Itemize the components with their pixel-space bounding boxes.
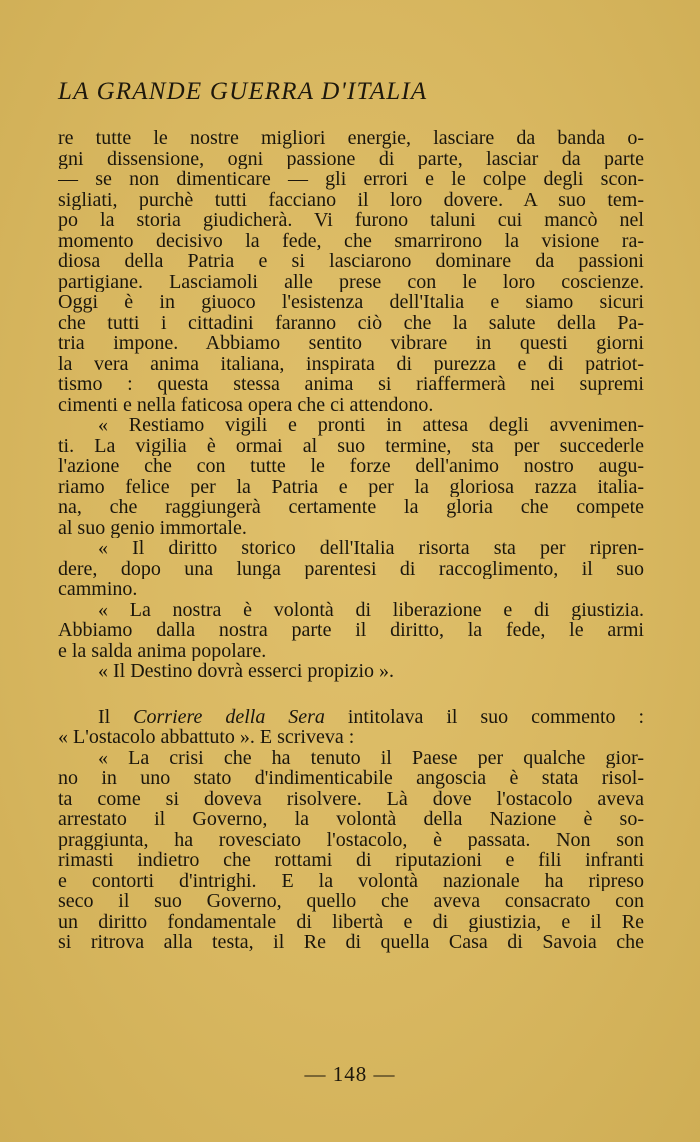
paragraph-break bbox=[58, 682, 644, 707]
text-line: la vera anima italiana, inspirata di purezza e di patriot- bbox=[58, 353, 644, 374]
text-line bbox=[58, 707, 644, 728]
text-line: « Il diritto storico dell'Italia risorta sta per ripren- bbox=[98, 538, 644, 559]
text-line: e la salda anima popolare. bbox=[58, 640, 267, 661]
running-head: LA GRANDE GUERRA D'ITALIA bbox=[58, 78, 428, 105]
text-line: « L'ostacolo abbattuto ». E scriveva : bbox=[58, 727, 355, 748]
text-line: « La nostra è volontà di liberazione e di giustizia. bbox=[98, 599, 644, 620]
text-line: ti. La vigilia è ormai al suo termine, sta per succederle bbox=[58, 435, 644, 456]
text-line: riamo felice per la Patria e per la gloriosa razza italia- bbox=[58, 476, 644, 497]
text-line: rimasti indietro che rottami di riputazioni e fili infranti bbox=[58, 850, 644, 871]
text-line: seco il suo Governo, quello che aveva consacrato con bbox=[58, 891, 644, 912]
text-line: un diritto fondamentale di libertà e di giustizia, e il Re bbox=[58, 911, 644, 932]
text-line: « La crisi che ha tenuto il Paese per qualche gior- bbox=[98, 747, 644, 768]
text-line: gni dissensione, ogni passione di parte, lasciar da parte bbox=[58, 148, 644, 169]
text-line: e contorti d'intrighi. E la volontà nazionale ha ripreso bbox=[58, 870, 644, 891]
text-line: re tutte le nostre migliori energie, lasciare da banda o- bbox=[58, 128, 644, 149]
page-number-text: — 148 — bbox=[304, 1062, 396, 1086]
text-line: « Il Destino dovrà esserci propizio ». bbox=[98, 661, 395, 682]
text-line: momento decisivo la fede, che smarrirono la visione ra- bbox=[58, 230, 644, 251]
text-line: cammino. bbox=[58, 579, 138, 600]
text-line: diosa della Patria e si lasciarono dominare da passioni bbox=[58, 251, 644, 272]
text-line: Abbiamo dalla nostra parte il diritto, la fede, le armi bbox=[58, 620, 644, 641]
text-line: — se non dimenticare — gli errori e le colpe degli scon- bbox=[58, 169, 644, 190]
body-text bbox=[58, 128, 644, 953]
newspaper-reference-line: Il Corriere della Sera intitolava il suo commento : bbox=[98, 706, 644, 727]
text-line: ta come si doveva risolvere. Là dove l'ostacolo aveva bbox=[58, 788, 644, 809]
text-line: tria impone. Abbiamo sentito vibrare in questi giorni bbox=[58, 333, 644, 354]
text-line: si ritrova alla testa, il Re di quella Casa di Savoia che bbox=[58, 932, 644, 953]
text-line: che tutti i cittadini faranno ciò che la salute della Pa- bbox=[58, 312, 644, 333]
text-line: cimenti e nella faticosa opera che ci attendono. bbox=[58, 394, 434, 415]
text-line: dere, dopo una lunga parentesi di raccoglimento, il suo bbox=[58, 558, 644, 579]
newspaper-title: Corriere della Sera bbox=[133, 706, 325, 727]
page-number bbox=[0, 1062, 700, 1087]
text-line: partigiane. Lasciamoli alle prese con le loro coscienze. bbox=[58, 271, 644, 292]
text-line: na, che raggiungerà certamente la gloria che compete bbox=[58, 497, 644, 518]
text-line: tismo : questa stessa anima si riaffermerà nei supremi bbox=[58, 374, 644, 395]
text-line: po la storia giudicherà. Vi furono taluni cui mancò nel bbox=[58, 210, 644, 231]
text-line: sigliati, purchè tutti facciano il loro dovere. A suo tem- bbox=[58, 189, 644, 210]
text-line: no in uno stato d'indimenticabile angoscia è stata risol- bbox=[58, 768, 644, 789]
text-line: arrestato il Governo, la volontà della Nazione è so- bbox=[58, 809, 644, 830]
text-line: al suo genio immortale. bbox=[58, 517, 247, 538]
text-line: l'azione che con tutte le forze dell'animo nostro augu- bbox=[58, 456, 644, 477]
text-line: praggiunta, ha rovesciato l'ostacolo, è passata. Non son bbox=[58, 829, 644, 850]
text-line: « Restiamo vigili e pronti in attesa degli avvenimen- bbox=[98, 415, 644, 436]
text-line: Oggi è in giuoco l'esistenza dell'Italia e siamo sicuri bbox=[58, 292, 644, 313]
